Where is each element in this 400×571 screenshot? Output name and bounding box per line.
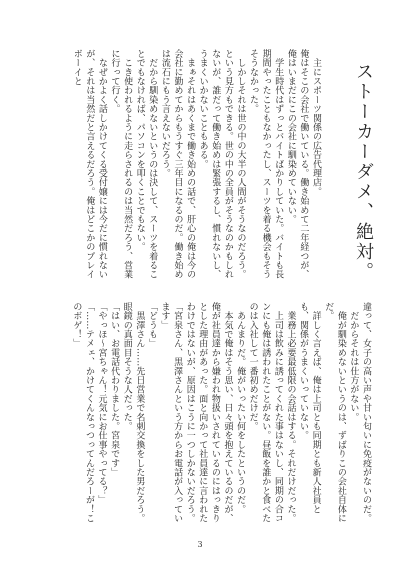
paragraph: 「やっほ～宮ちゃん！元気にお仕事やってる？」 xyxy=(96,302,107,505)
paragraph: しかしそれは世の中の大半の人間がそうなのだろう。という見方もできる。世の中の全員がそうなのかもしれないが、誰だって働き始めは緊張するし、慣れないし、うまくいかないこともある。 xyxy=(197,49,246,279)
paragraph: 「宮泉さん、黒澤さんという方からお電話が入っています」 xyxy=(159,302,183,523)
paragraph: まぁそれはあくまで働き始めの話で、肝心の俺は今の会社に勤めてからもうすぐ三年目になるのだ。働き始めは流石にもう言えないだろう。 xyxy=(159,49,196,279)
paragraph: 違って、女子の高い声や甘い匂いに免疫がないのだ。 xyxy=(361,302,371,523)
chapter-title: ストーカーダメ、絶対。 xyxy=(353,62,374,282)
paragraph: あんまりだ。俺がいったい何をしたというのだ。 xyxy=(235,302,246,514)
paragraph: 本気で俺はそう思い、日々頭を抱えているのだが、俺が社員達から嫌われ物扱いされているのにはっきりとした理由があった。面と向かって社員達に言われたわけではないが、原因はこうに一つしかないだろう。 xyxy=(184,302,233,523)
page-number: 3 xyxy=(197,540,203,549)
paragraph: 主にスポーツ関係の広告代理店。 xyxy=(311,49,321,197)
paragraph: 俺が馴染めないというのは、ずばりこの会社自体にだ。 xyxy=(323,302,346,523)
paragraph: 黒澤さん……先日営業で名刺交換をした男だろう。眼鏡の真面目そうな人だった。 xyxy=(121,302,145,523)
paragraph: 詳しく言えば、俺は上司とも同期とも新人社員とも、関係がうまくいっていない。 xyxy=(298,302,321,514)
paragraph: 「……テメェ、かけてくんなっつってんだろーが！このボゲ！」 xyxy=(71,302,94,523)
paragraph: なぜかよく話しかけてくる受付嬢には今だに慣れないが、それは当然だと言えるだろう。俺はどこかのプレイボーイと xyxy=(71,49,107,279)
upper-text-block xyxy=(32,49,322,281)
paragraph: こき使われるように走らされるのは当然だろう、営業に行って行く。 xyxy=(109,49,133,279)
paragraph: だから馴染めないというのは決して、スーツを着ることでもなければ、パソコンを叩くことでもない。 xyxy=(134,49,158,279)
paragraph: だからそれは仕方がない。 xyxy=(348,302,359,422)
paragraph: 上司は飲みに誘ってくれた事はないし、同期の合コンにも俺は誘われたことがない。昼飯を誰かと食べたのは入社して一番初めだけだ。 xyxy=(247,302,283,523)
paragraph: 「どうも」 xyxy=(146,302,157,348)
paragraph: 俺はそこの会社で働いている。働き始めて二年経つが、俺はいまだにこの会社に馴染めていない。 xyxy=(285,49,309,279)
lower-text-block xyxy=(32,302,372,530)
paragraph: 「はい、お電話代わりました。宮泉です」 xyxy=(109,302,120,477)
paragraph: 学生時代はずっとバイトばかりしていた。バイトも長期間やったこともなかったし、スーツを着る機会もそうそうなかった。 xyxy=(248,49,284,279)
paragraph: 業務上必要最低限の会話はする。それだけだった。 xyxy=(285,302,296,523)
